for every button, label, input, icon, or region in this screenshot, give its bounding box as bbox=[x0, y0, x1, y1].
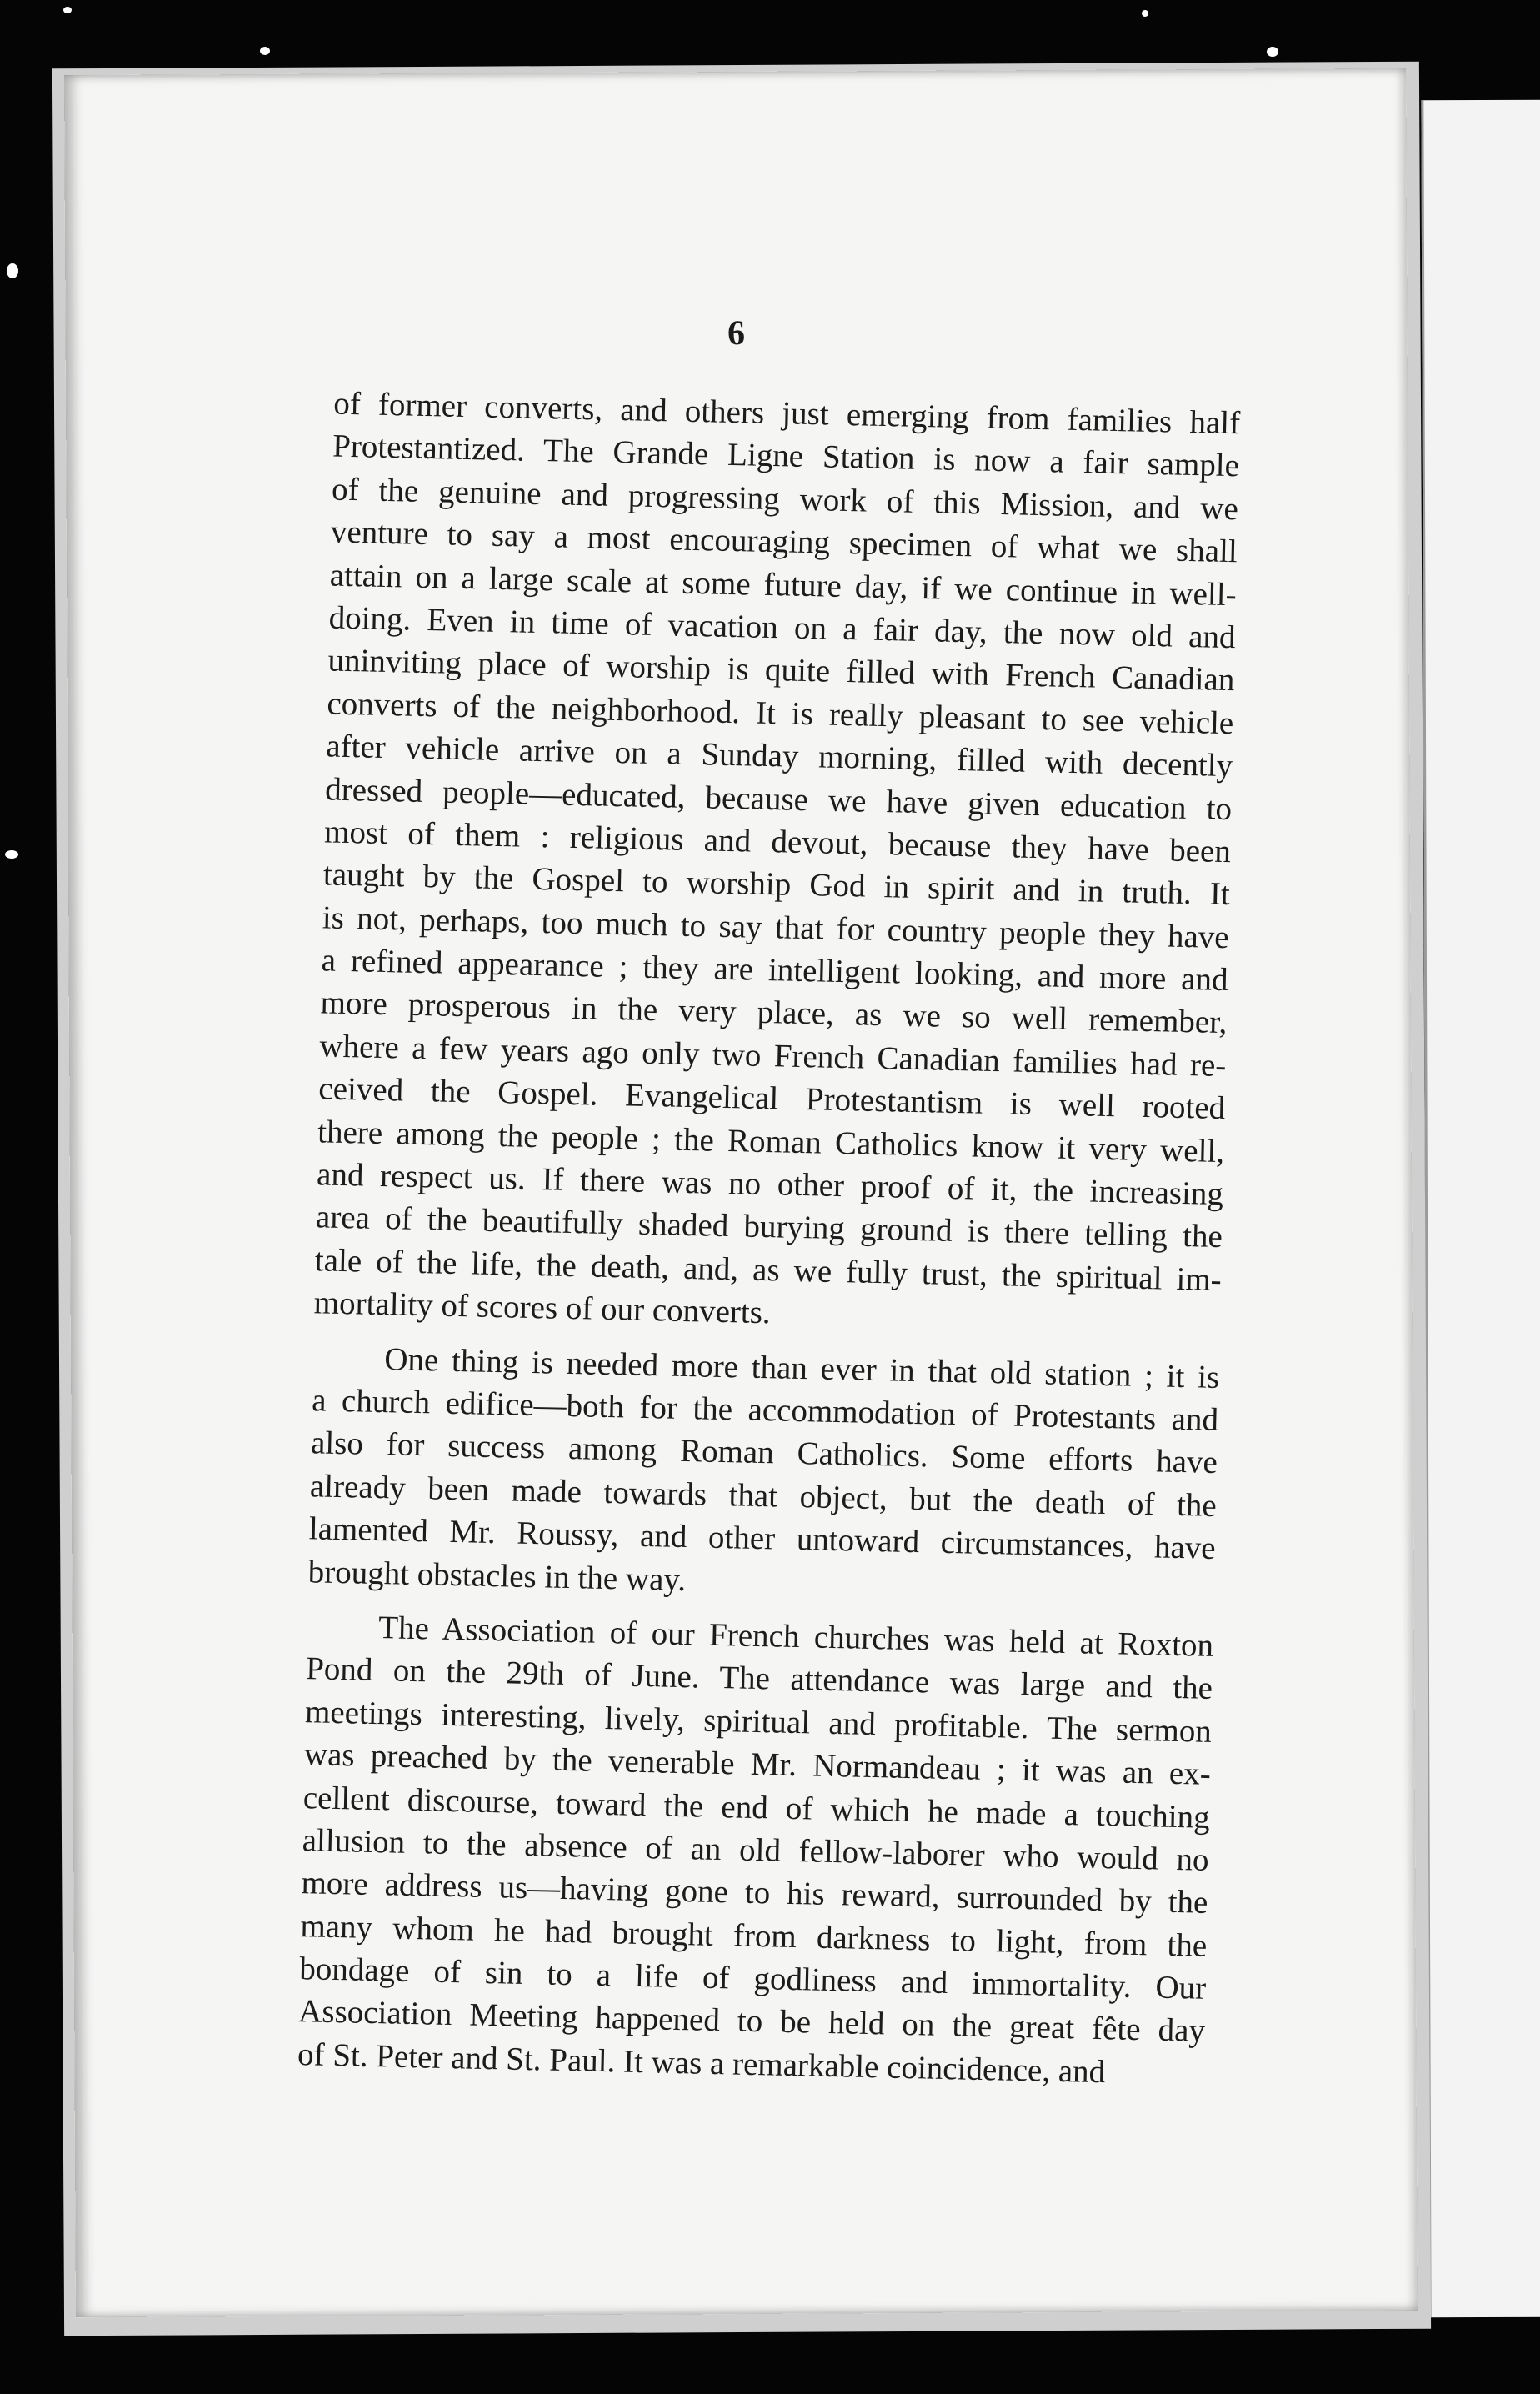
text-line: where a few years ago only two French Canadian families had re- bbox=[319, 1028, 1227, 1084]
text-line: converts of the neighborhood. It is really pleasant to see vehicle bbox=[327, 685, 1234, 741]
text-line: One thing is needed more than ever in that old station ; it is bbox=[383, 1340, 1220, 1395]
scan-speck bbox=[260, 47, 270, 55]
text-line: there among the people ; the Roman Catholics know it very well, bbox=[317, 1113, 1225, 1169]
text-line: more address us—having gone to his reward, surrounded by the bbox=[301, 1865, 1208, 1921]
text-line: brought obstacles in the way. bbox=[308, 1553, 687, 1598]
text-line: allusion to the absence of an old fellow-laborer who would no bbox=[302, 1822, 1209, 1878]
adjacent-page-edge bbox=[1421, 100, 1540, 2318]
scan-speck bbox=[5, 850, 18, 859]
text-line: many whom he had brought from darkness to light, from the bbox=[300, 1907, 1208, 1964]
scan-speck bbox=[1267, 47, 1278, 57]
text-line: after vehicle arrive on a Sunday morning, filled with decently bbox=[325, 728, 1233, 784]
text-line: area of the beautifully shaded burying ground is there telling the bbox=[315, 1199, 1223, 1255]
text-line: uninviting place of worship is quite filled with French Canadian bbox=[328, 642, 1235, 699]
text-line: mortality of scores of our converts. bbox=[313, 1285, 772, 1331]
text-line: also for success among Roman Catholics. Some efforts have bbox=[310, 1425, 1218, 1481]
text-line: The Association of our French churches was held at Roxton bbox=[378, 1610, 1214, 1664]
text-line: and respect us. If there was no other proof of it, the increasing bbox=[316, 1156, 1224, 1213]
scan-speck bbox=[1142, 10, 1148, 17]
text-line: Protestantized. The Grande Ligne Station is now a fair sample bbox=[332, 428, 1240, 484]
text-line: venture to say a most encouraging specimen of what we shall bbox=[330, 513, 1238, 570]
text-line: more prosperous in the very place, as we so well remember, bbox=[320, 984, 1228, 1041]
text-line: taught by the Gospel to worship God in spirit and in truth. It bbox=[322, 856, 1231, 913]
scan-speck bbox=[7, 263, 18, 278]
text-line: ceived the Gospel. Evangelical Protestantism is well rooted bbox=[318, 1070, 1226, 1127]
text-line: lamented Mr. Roussy, and other untoward circumstances, have bbox=[308, 1510, 1217, 1567]
text-line: is not, perhaps, too much to say that for country people they have bbox=[322, 899, 1230, 955]
text-line: attain on a large scale at some future day, if we continue in well- bbox=[329, 557, 1238, 613]
page-number: 6 bbox=[727, 313, 746, 353]
text-line: dressed people—educated, because we have given education to bbox=[324, 770, 1232, 827]
text-line: meetings interesting, lively, spiritual and profitable. The sermon bbox=[304, 1693, 1212, 1750]
text-line: a church edifice—both for the accommodation of Protestants and bbox=[311, 1382, 1219, 1438]
book-page bbox=[64, 68, 1418, 2317]
text-line: a refined appearance ; they are intelligent looking, and more and bbox=[321, 942, 1228, 999]
scan-speck bbox=[63, 7, 72, 13]
text-line: of St. Peter and St. Paul. It was a remarkable coincidence, and bbox=[297, 2036, 1106, 2091]
text-line: Pond on the 29th of June. The attendance was large and the bbox=[305, 1650, 1213, 1707]
text-line: was preached by the venerable Mr. Normandeau ; it was an ex- bbox=[303, 1736, 1212, 1792]
text-line: already been made towards that object, but the death of the bbox=[309, 1467, 1218, 1524]
text-line: bondage of sin to a life of godliness and immortality. Our bbox=[298, 1951, 1207, 2006]
text-line: of former converts, and others just emerging from families half bbox=[332, 385, 1241, 442]
body-text bbox=[298, 383, 1241, 2096]
text-line: most of them : religious and devout, because they have been bbox=[323, 814, 1232, 870]
text-line: doing. Even in time of vacation on a fair day, the now old and bbox=[328, 599, 1236, 656]
text-line: cellent discourse, toward the end of which he made a touching bbox=[302, 1779, 1211, 1836]
text-line: of the genuine and progressing work of this Mission, and we bbox=[331, 471, 1239, 528]
text-line: Association Meeting happened to be held on the great fête day bbox=[298, 1993, 1206, 2050]
text-line: tale of the life, the death, and, as we fully trust, the spiritual im- bbox=[314, 1242, 1222, 1298]
